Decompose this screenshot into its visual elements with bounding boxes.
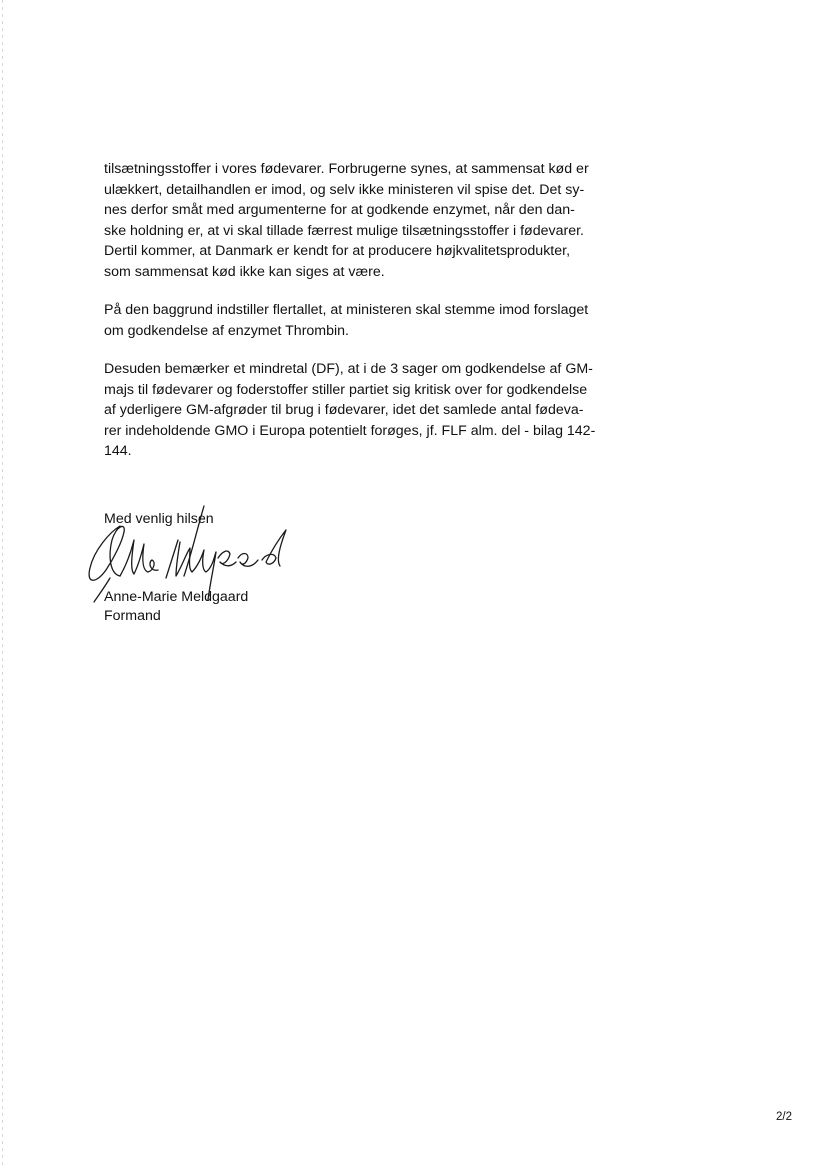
paragraph-3 (104, 359, 604, 462)
paragraph-1 (104, 159, 604, 282)
text-line: Dertil kommer, at Danmark er kendt for at producere højkvalitetsprodukter, (104, 243, 571, 259)
text-line: nes derfor småt med argumenterne for at godkende enzymet, når den dan- (104, 202, 575, 218)
signer-title: Formand (104, 608, 161, 624)
text-line: På den baggrund indstiller flertallet, at ministeren skal stemme imod forslaget (104, 302, 589, 318)
paragraph-2 (104, 300, 604, 341)
scan-edge-artifact (2, 0, 3, 1168)
text-line: rer indeholdende GMO i Europa potentielt forøges, jf. FLF alm. del - bilag 142- (104, 422, 596, 439)
closing-salutation: Med venlig hilsen (104, 511, 214, 527)
letter-body (104, 159, 604, 480)
text-line: ulækkert, detailhandlen er imod, og selv ikke ministeren vil spise det. Det sy- (104, 181, 585, 198)
text-line: af yderligere GM-afgrøder til brug i fødevarer, idet det samlede antal fødeva- (104, 402, 584, 418)
text-line: majs til fødevarer og foderstoffer stiller partiet sig kritisk over for godkendelse (104, 381, 588, 398)
text-line: ske holdning er, at vi skal tillade færrest mulige tilsætningsstoffer i fødevarer. (104, 222, 584, 239)
text-line: Desuden bemærker et mindretal (DF), at i de 3 sager om godkendelse af GM- (104, 361, 593, 377)
page-number: 2/2 (776, 1111, 792, 1123)
text-line: tilsætningsstoffer i vores fødevarer. Forbrugerne synes, at sammensat kød er (104, 161, 589, 177)
text-line: om godkendelse af enzymet Thrombin. (104, 322, 349, 339)
signer-name: Anne-Marie Meldgaard (104, 589, 249, 605)
text-line: som sammensat kød ikke kan siges at være. (104, 263, 385, 280)
text-line: 144. (104, 443, 132, 459)
